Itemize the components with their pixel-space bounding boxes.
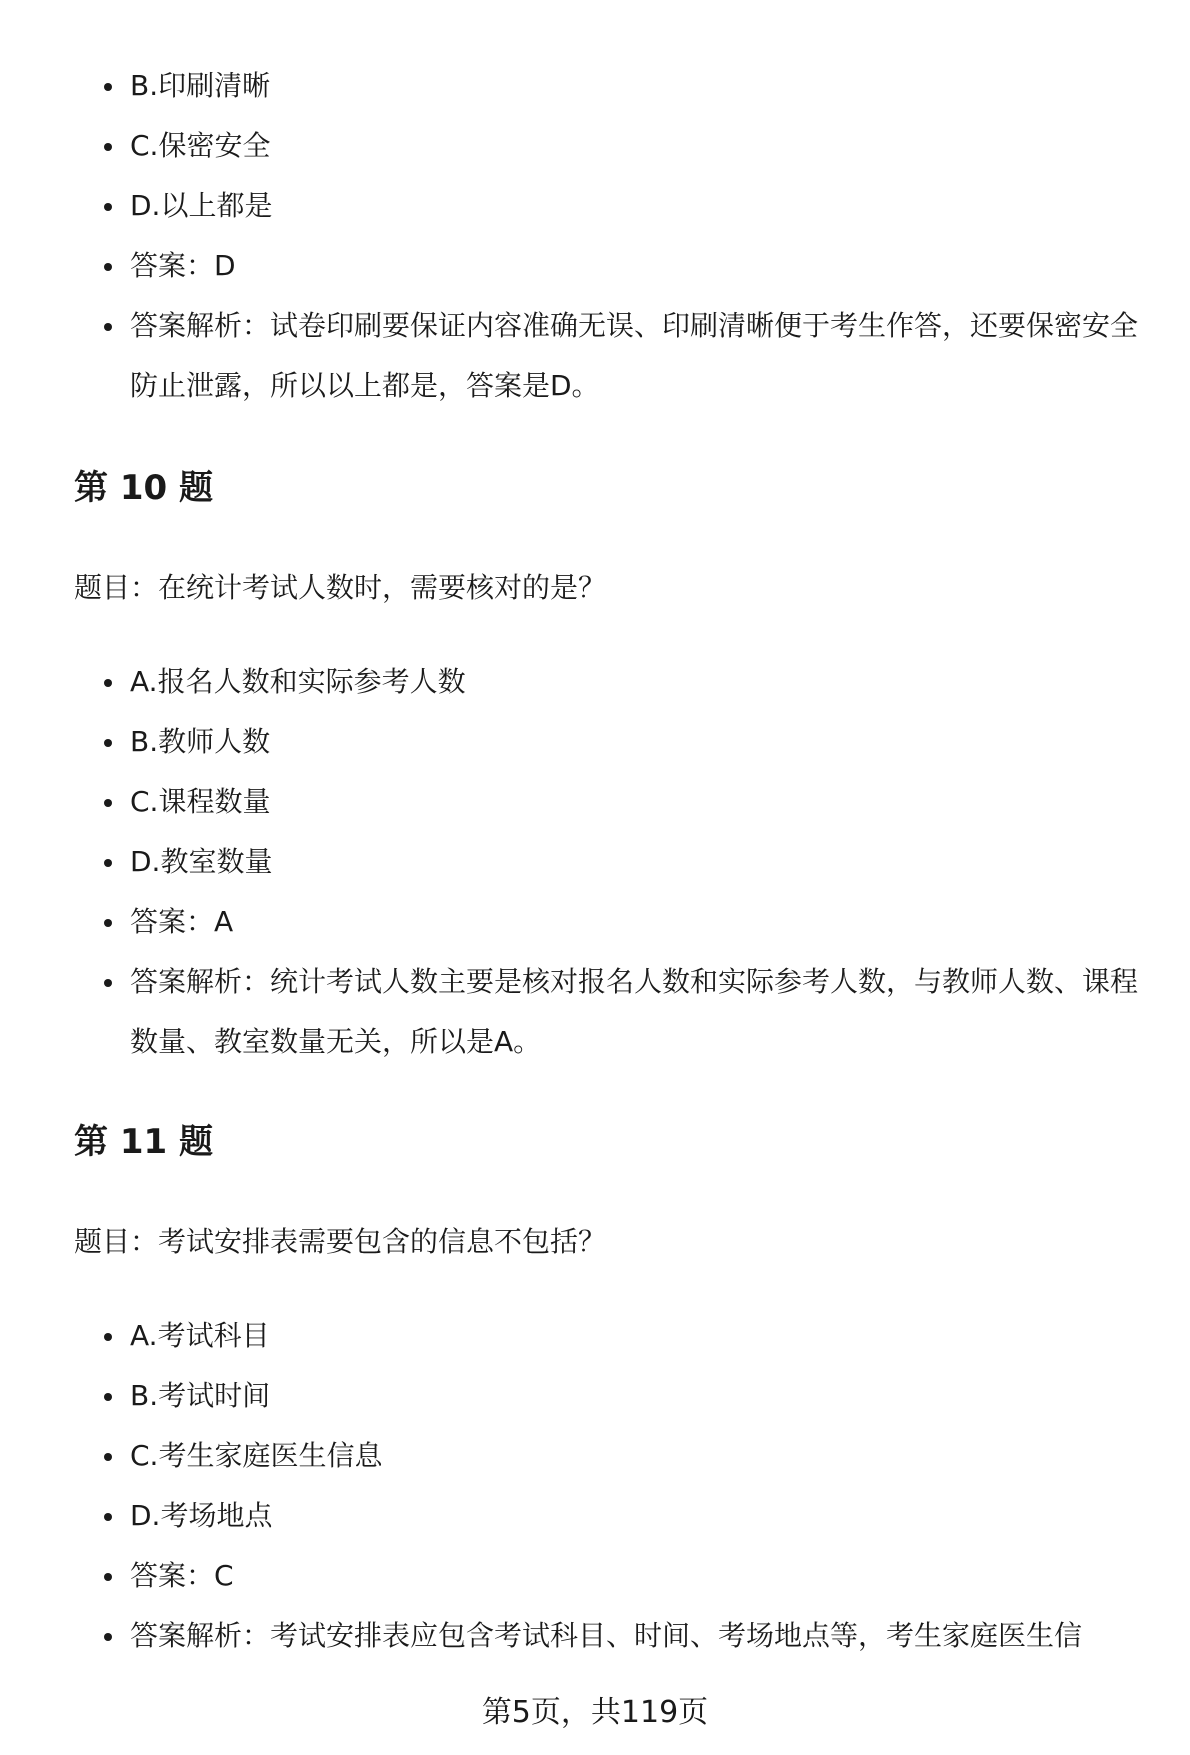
q11-option-list — [0, 1306, 1190, 1666]
explanation-item — [0, 1606, 1190, 1666]
option-text: D.以上都是 — [130, 189, 273, 222]
option-text: C.课程数量 — [130, 785, 271, 818]
bullet-icon — [104, 859, 112, 867]
option-text: D.考场地点 — [130, 1499, 273, 1532]
list-item — [0, 1306, 1190, 1366]
bullet-icon — [104, 919, 112, 927]
answer-item — [0, 236, 1190, 296]
option-text: A.考试科目 — [130, 1319, 270, 1352]
bullet-icon — [104, 323, 112, 331]
explanation-text: 答案解析：试卷印刷要保证内容准确无误、印刷清晰便于考生作答，还要保密安全防止泄露，所以以上都是，答案是D。 — [130, 309, 1139, 402]
option-text: A.报名人数和实际参考人数 — [130, 665, 466, 698]
option-text: B.教师人数 — [130, 725, 271, 758]
list-item — [0, 772, 1190, 832]
bullet-icon — [104, 83, 112, 91]
option-text: C.考生家庭医生信息 — [130, 1439, 383, 1472]
q10-question: 题目：在统计考试人数时，需要核对的是？ — [74, 571, 607, 604]
option-text: B.印刷清晰 — [130, 69, 271, 102]
explanation-item — [0, 952, 1190, 1072]
bullet-icon — [104, 679, 112, 687]
list-item — [0, 712, 1190, 772]
list-item — [0, 652, 1190, 712]
list-item — [0, 832, 1190, 892]
bullet-icon — [104, 1453, 112, 1461]
bullet-icon — [104, 1333, 112, 1341]
bullet-icon — [104, 1633, 112, 1641]
bullet-icon — [104, 263, 112, 271]
list-item — [0, 1366, 1190, 1426]
q9-option-list — [0, 56, 1190, 416]
answer-text: 答案：A — [130, 905, 234, 938]
q10-option-list — [0, 652, 1190, 1072]
explanation-text: 答案解析：统计考试人数主要是核对报名人数和实际参考人数，与教师人数、课程数量、教室数量无关，所以是A。 — [130, 965, 1139, 1058]
bullet-icon — [104, 1513, 112, 1521]
list-item — [0, 176, 1190, 236]
bullet-icon — [104, 143, 112, 151]
list-item — [0, 56, 1190, 116]
bullet-icon — [104, 1573, 112, 1581]
list-item — [0, 1426, 1190, 1486]
option-text: C.保密安全 — [130, 129, 271, 162]
answer-text: 答案：C — [130, 1559, 234, 1592]
explanation-item — [0, 296, 1190, 416]
bullet-icon — [104, 979, 112, 987]
answer-text: 答案：D — [130, 249, 236, 282]
q11-heading: 第 11 题 — [74, 1122, 213, 1162]
page-number-footer: 第5页，共119页 — [481, 1695, 709, 1730]
answer-item — [0, 892, 1190, 952]
q11-question: 题目：考试安排表需要包含的信息不包括？ — [74, 1225, 607, 1258]
option-text: B.考试时间 — [130, 1379, 271, 1412]
answer-item — [0, 1546, 1190, 1606]
bullet-icon — [104, 203, 112, 211]
option-text: D.教室数量 — [130, 845, 273, 878]
explanation-text: 答案解析：考试安排表应包含考试科目、时间、考场地点等，考生家庭医生信 — [130, 1619, 1083, 1652]
list-item — [0, 1486, 1190, 1546]
bullet-icon — [104, 799, 112, 807]
q10-heading: 第 10 题 — [74, 468, 213, 508]
bullet-icon — [104, 739, 112, 747]
bullet-icon — [104, 1393, 112, 1401]
list-item — [0, 116, 1190, 176]
